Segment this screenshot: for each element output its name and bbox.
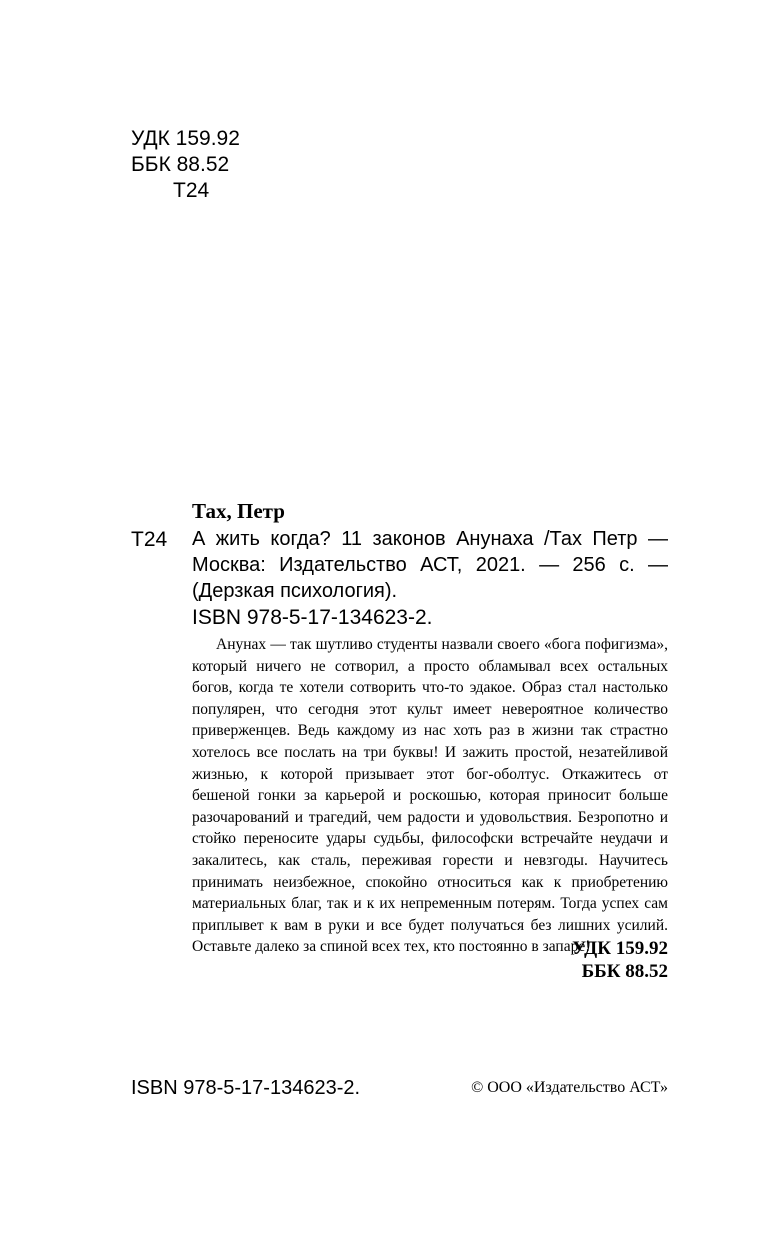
entry-author: Тах, Петр	[192, 499, 285, 523]
bbk-code: ББК 88.52	[131, 153, 230, 176]
entry-isbn: ISBN 978-5-17-134623-2.	[192, 606, 433, 629]
entry-annotation: Анунах — так шутливо студенты назвали своего «бога пофигизма», который ничего не сотворил, а просто обламывал всех остальных богов, когда те хотели сотворить что-то эдакое. Образ стал настолько популярен, что сегодня этот культ имеет невероятное количество приверженцев. Ведь каждому из нас хоть раз в жизни так страстно хотелось все послать на три буквы! И зажить простой, незатейливой жизнью, к которой призывает этот бог-оболтус. Откажитесь от бешеной гонки за карьерой и роскошью, которая приносит больше разочарований и трагедий, чем радости и удовольствия. Безропотно и стойко переносите удары судьбы, философски встречайте неудачи и закалитесь, как сталь, переживая горести и невзгоды. Научитесь принимать неизбежное, спокойно относиться как к приобретению материальных благ, так и к их непременным потерям. Тогда успех сам приплывет к вам в руки и все будет получаться без лишних усилий. Оставьте далеко за спиной всех тех, кто постоянно в запаре!	[192, 636, 668, 956]
author-mark: Т24	[173, 179, 210, 202]
footer-isbn: ISBN 978-5-17-134623-2.	[131, 1077, 361, 1099]
footer-copyright: © ООО «Издательство АСТ»	[471, 1079, 668, 1096]
udk-code: УДК 159.92	[131, 127, 240, 150]
entry-bbk: ББК 88.52	[581, 961, 668, 982]
entry-udk: УДК 159.92	[572, 938, 668, 959]
entry-bibliographic-description: А жить когда? 11 законов Анунаха /Тах Петр — Москва: Издательство АСТ, 2021. — 256 с. — (Дерзкая психология).	[192, 528, 668, 602]
entry-author-mark: Т24	[131, 528, 168, 551]
